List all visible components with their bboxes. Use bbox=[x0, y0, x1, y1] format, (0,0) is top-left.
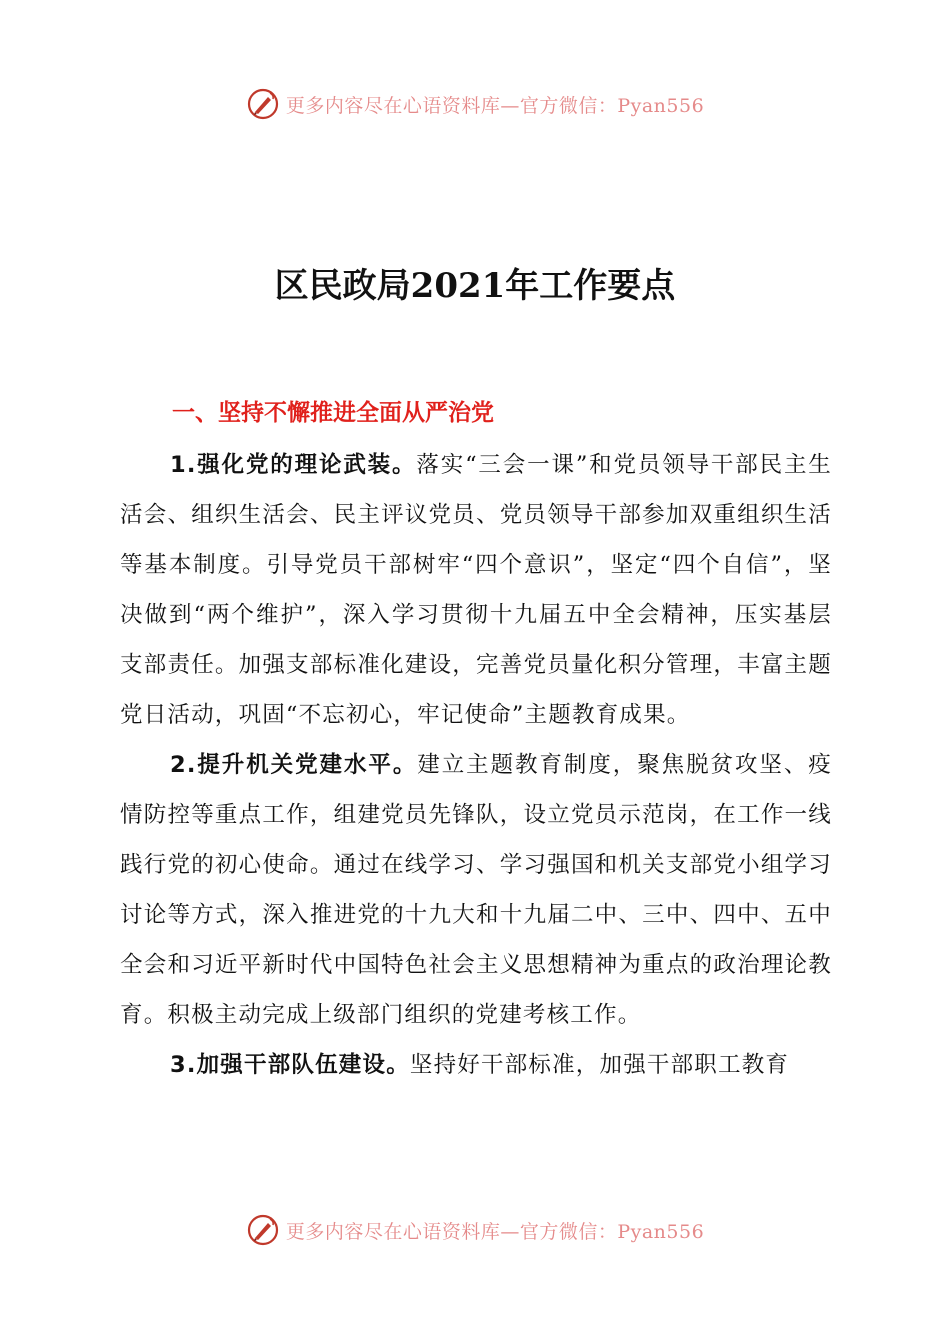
paragraph-text: 建立主题教育制度，聚焦脱贫攻坚、疫情防控等重点工作，组建党员先锋队，设立党员示范岗，在工作一线践行党的初心使命。通过在线学习、学习强国和机关支部党小组学习讨论等方式，深入推进党的十九大和十九届二中、三中、四中、五中全会和习近平新时代中国特色社会主义思想精神为重点的政治理论教育。积极主动完成上级部门组织的党建考核工作。 bbox=[120, 752, 833, 1028]
pen-logo-icon bbox=[246, 1213, 280, 1247]
watermark-group bbox=[246, 1213, 704, 1247]
section-heading: 一、坚持不懈推进全面从严治党 bbox=[172, 400, 494, 426]
document-body bbox=[120, 440, 832, 1090]
paragraph-lead: 2.提升机关党建水平。 bbox=[170, 752, 418, 778]
paragraph-2 bbox=[120, 740, 832, 1040]
pen-logo-icon bbox=[246, 87, 280, 121]
document-title: 区民政局2021年工作要点 bbox=[274, 266, 676, 306]
paragraph-lead: 1.强化党的理论武装。 bbox=[170, 452, 417, 478]
paragraph-1 bbox=[120, 440, 832, 740]
paragraph-text: 坚持好干部标准，加强干部职工教育 bbox=[409, 1052, 790, 1078]
watermark-group bbox=[246, 87, 704, 121]
paragraph-3 bbox=[120, 1040, 832, 1090]
watermark-text: 更多内容尽在心语资料库—官方微信：Pyan556 bbox=[285, 1220, 705, 1243]
header-watermark bbox=[0, 84, 950, 124]
footer-watermark bbox=[0, 1210, 950, 1250]
watermark-text: 更多内容尽在心语资料库—官方微信：Pyan556 bbox=[285, 94, 705, 117]
paragraph-text: 落实“三会一课”和党员领导干部民主生活会、组织生活会、民主评议党员、党员领导干部参加双重组织生活等基本制度。引导党员干部树牢“四个意识”，坚定“四个自信”，坚决做到“两个维护”，深入学习贯彻十九届五中全会精神，压实基层支部责任。加强支部标准化建设，完善党员量化积分管理，丰富主题党日活动，巩固“不忘初心，牢记使命”主题教育成果。 bbox=[120, 452, 833, 728]
paragraph-lead: 3.加强干部队伍建设。 bbox=[170, 1052, 410, 1078]
